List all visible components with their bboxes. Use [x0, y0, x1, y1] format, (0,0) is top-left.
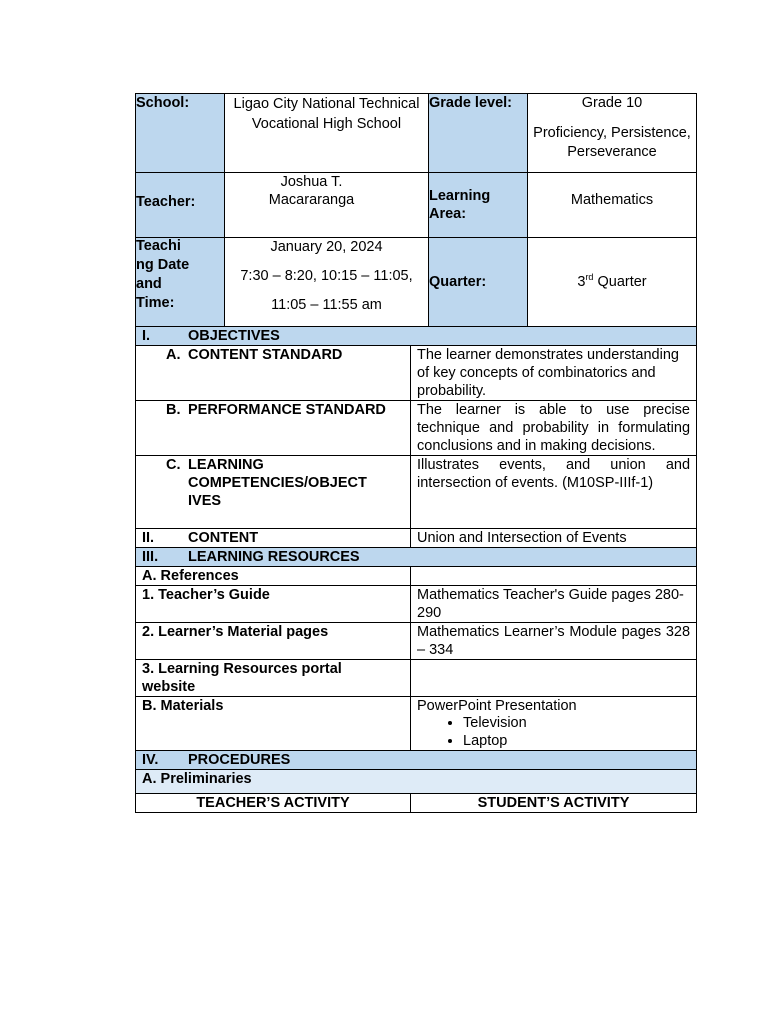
objectives-heading: I. OBJECTIVES — [136, 327, 697, 346]
materials-list — [417, 715, 690, 750]
list-item: • Television — [463, 715, 690, 733]
content-label: II. CONTENT — [136, 529, 411, 548]
competencies-value: Illustrates events, and union and intersection of events. (M10SP-IIIf-1) — [411, 456, 697, 529]
date-time-value: January 20, 2024 7:30 – 8:20, 10:15 – 11:05, 11:05 – 11:55 am — [225, 238, 429, 327]
list-item: • Laptop — [463, 733, 690, 751]
teacher-value: Joshua T. Macararanga — [225, 173, 429, 238]
competencies-label: C. LEARNING COMPETENCIES/OBJECT IVES — [136, 456, 411, 529]
student-activity-header: STUDENT’S ACTIVITY — [411, 794, 697, 813]
learning-area-label: Learning Area: — [429, 173, 528, 238]
content-standard-label: A. CONTENT STANDARD — [136, 346, 411, 401]
preliminaries-heading: A. Preliminaries — [136, 770, 697, 794]
teacher-label: Teacher: — [136, 173, 225, 238]
learning-resources-heading: III. LEARNING RESOURCES — [136, 548, 697, 567]
quarter-value: 3rd Quarter — [528, 238, 697, 327]
date-time-label: Teachi ng Date and Time: — [136, 238, 225, 327]
grade-value: Grade 10 Proficiency, Persistence, Perseverance — [528, 94, 697, 173]
school-value: Ligao City National Technical Vocational High School — [225, 94, 429, 173]
learners-material-value: Mathematics Learner’s Module pages 328 – 334 — [411, 623, 697, 660]
performance-standard-value: The learner is able to use precise technique and probability in formulating conclusions and in making decisions. — [411, 401, 697, 456]
content-standard-value: The learner demonstrates understanding of key concepts of combinatorics and probability. — [411, 346, 697, 401]
learning-area-value: Mathematics — [528, 173, 697, 238]
quarter-label: Quarter: — [429, 238, 528, 327]
portal-label: 3. Learning Resources portal website — [136, 660, 411, 697]
learners-material-label: 2. Learner’s Material pages — [136, 623, 411, 660]
header-table — [135, 93, 697, 327]
teacher-activity-header: TEACHER’S ACTIVITY — [136, 794, 411, 813]
references-label: A. References — [136, 567, 411, 586]
content-value: Union and Intersection of Events — [411, 529, 697, 548]
teachers-guide-value: Mathematics Teacher's Guide pages 280-290 — [411, 586, 697, 623]
materials-label: B. Materials — [136, 697, 411, 751]
materials-value: PowerPoint Presentation • Television • Laptop — [411, 697, 697, 751]
teachers-guide-label: 1. Teacher’s Guide — [136, 586, 411, 623]
performance-standard-label: B. PERFORMANCE STANDARD — [136, 401, 411, 456]
portal-value — [411, 660, 697, 697]
lesson-plan-table — [135, 326, 697, 813]
school-label: School: — [136, 94, 225, 173]
references-value — [411, 567, 697, 586]
grade-label: Grade level: — [429, 94, 528, 173]
procedures-heading: IV. PROCEDURES — [136, 751, 697, 770]
